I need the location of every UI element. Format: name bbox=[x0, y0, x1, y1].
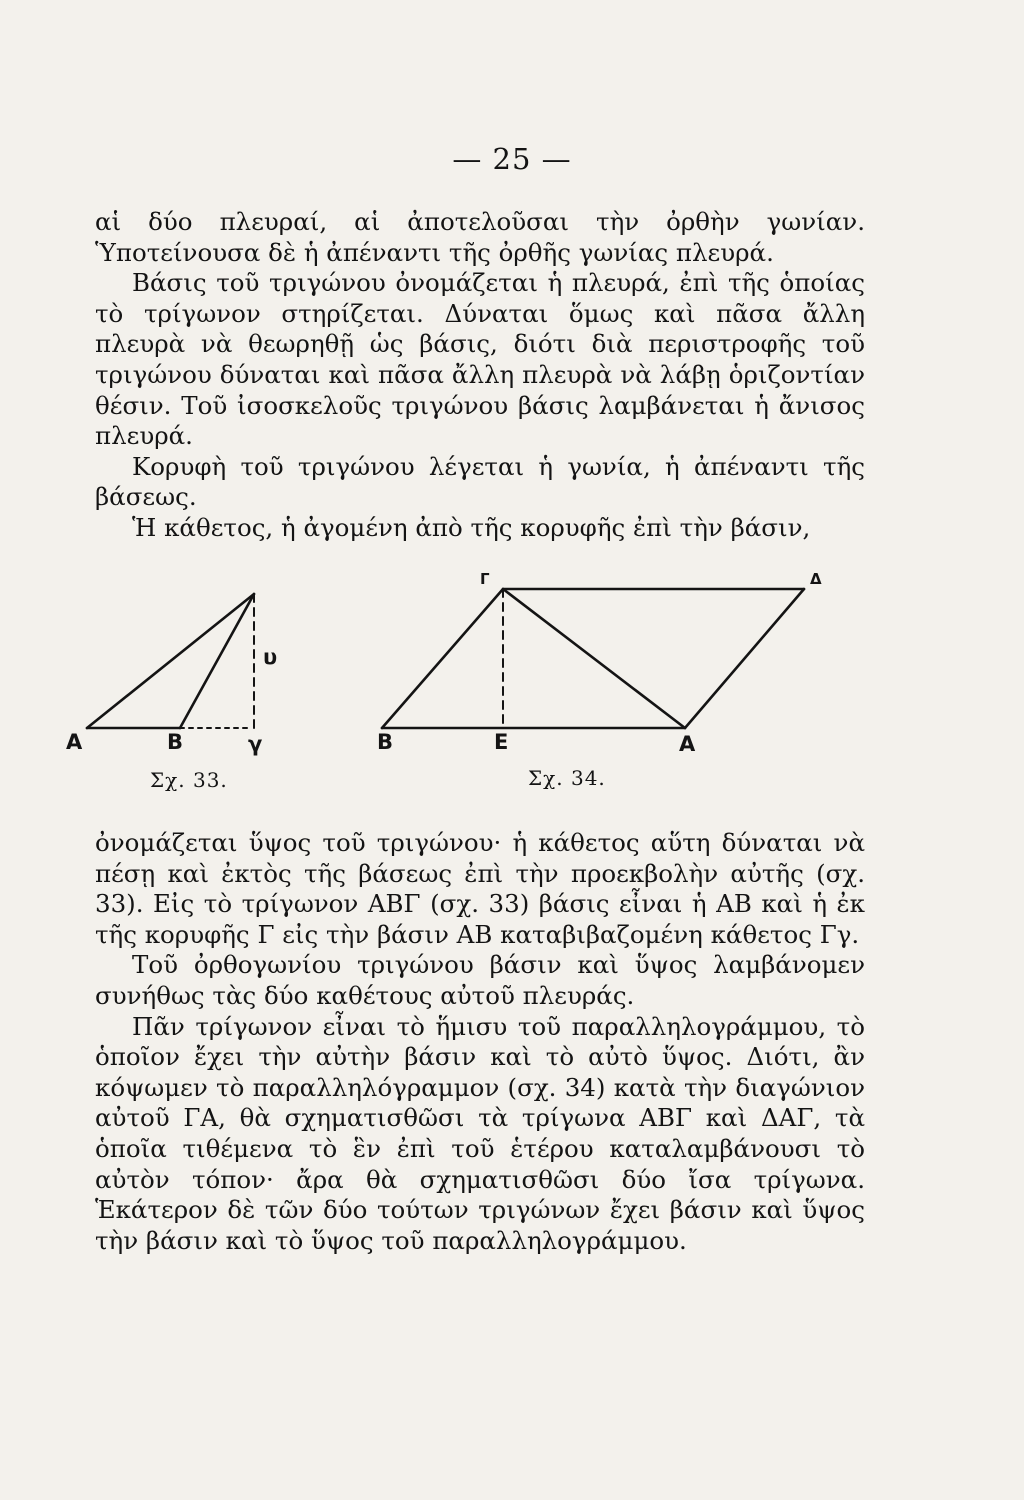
fig34-side-da bbox=[685, 589, 804, 728]
paragraph: Κορυφὴ τοῦ τριγώνου λέγεται ἡ γωνία, ἡ ἀπέναντι τῆς βάσεως. bbox=[95, 451, 865, 512]
paragraph: Ἡ κάθετος, ἡ ἀγομένη ἀπὸ τῆς κορυφῆς ἐπὶ τὴν βάσιν, bbox=[132, 512, 811, 542]
figure-34-drawing bbox=[382, 589, 804, 728]
paragraph: αἱ δύο πλευραί, αἱ ἀποτελοῦσαι τὴν ὀρθὴν γωνίαν. Ὑποτείνουσα δὲ ἡ ἀπέναντι τῆς ὀρθῆς γωνίας πλευρά. bbox=[95, 207, 865, 267]
fig33-label-b: Β bbox=[167, 730, 184, 754]
paragraph: Πᾶν τρίγωνον εἶναι τὸ ἥμισυ τοῦ παραλληλογράμμου, τὸ ὁποῖον ἔχει τὴν αὐτὴν βάσιν καὶ τὸ αὐτὸ ὕψος. Διότι, ἂν κόψωμεν τὸ παραλληλόγραμμον (σχ. 34) κατὰ τὴν διαγώνιον αὐτοῦ ΓΑ, θὰ σχηματισθῶσι τὰ τρίγωνα ΑΒΓ καὶ ΔΑΓ, τὰ ὁποῖα τιθέμενα τὸ ἓν ἐπὶ τοῦ ἑτέρου καταλαμβάνουσι τὸ αὐτὸν τόπον· ἄρα θὰ σχηματισθῶσι δύο ἴσα τρίγωνα. Ἑκάτερον δὲ τῶν δύο τούτων τριγώνων ἔχει βάσιν καὶ ὕψος τὴν βάσιν καὶ τὸ ὕψος τοῦ παραλληλογράμμου. bbox=[95, 1011, 865, 1255]
text-block-bottom bbox=[95, 828, 865, 1256]
fig33-side-bc bbox=[180, 594, 254, 728]
page-number: — 25 — bbox=[452, 142, 572, 176]
fig34-label-a: Α bbox=[679, 732, 696, 756]
fig34-label-e: Ε bbox=[494, 730, 509, 754]
paragraph: Βάσις τοῦ τριγώνου ὀνομάζεται ἡ πλευρά, ἐπὶ τῆς ὁποίας τὸ τρίγωνον στηρίζεται. Δύναται ὅμως καὶ πᾶσα ἄλλη πλευρὰ νὰ θεωρηθῇ ὡς βάσις, διότι διὰ περιστροφῆς τοῦ τριγώνου δύναται καὶ πᾶσα ἄλλη πλευρὰ νὰ λάβῃ ὁριζοντίαν θέσιν. Τοῦ ἰσοσκελοῦς τριγώνου βάσις λαμβάνεται ἡ ἄνισος πλευρά. bbox=[95, 268, 865, 451]
figures-drawing bbox=[0, 570, 1024, 800]
fig33-label-g: γ bbox=[248, 732, 263, 756]
fig34-label-b: Β bbox=[377, 730, 394, 754]
fig34-label-d: Δ bbox=[810, 570, 822, 588]
paragraph: ὀνομάζεται ὕψος τοῦ τριγώνου· ἡ κάθετος αὕτη δύναται νὰ πέσῃ καὶ ἐκτὸς τῆς βάσεως ἐπὶ τὴν προεκβολὴν αὐτῆς (σχ. 33). Εἰς τὸ τρίγωνον ΑΒΓ (σχ. 33) βάσις εἶναι ἡ ΑΒ καὶ ἡ ἐκ τῆς κορυφῆς Γ εἰς τὴν βάσιν ΑΒ καταβιβαζομένη κάθετος Γγ. bbox=[95, 828, 865, 949]
fig34-label-g: Γ bbox=[480, 570, 490, 588]
fig33-label-u: υ bbox=[263, 645, 278, 669]
fig33-caption: Σχ. 33. bbox=[150, 768, 228, 792]
text-block-top bbox=[95, 207, 865, 544]
fig34-diagonal-ga bbox=[503, 589, 685, 728]
paragraph: Τοῦ ὀρθογωνίου τριγώνου βάσιν καὶ ὕψος λαμβάνομεν συνήθως τὰς δύο καθέτους αὐτοῦ πλευράς. bbox=[95, 950, 865, 1010]
figures-area bbox=[0, 570, 1024, 800]
figure-33-drawing bbox=[87, 594, 254, 728]
fig33-label-a: Α bbox=[66, 730, 83, 754]
fig34-caption: Σχ. 34. bbox=[528, 766, 606, 790]
fig33-side-ac bbox=[87, 594, 254, 728]
fig34-side-bg bbox=[382, 589, 503, 728]
